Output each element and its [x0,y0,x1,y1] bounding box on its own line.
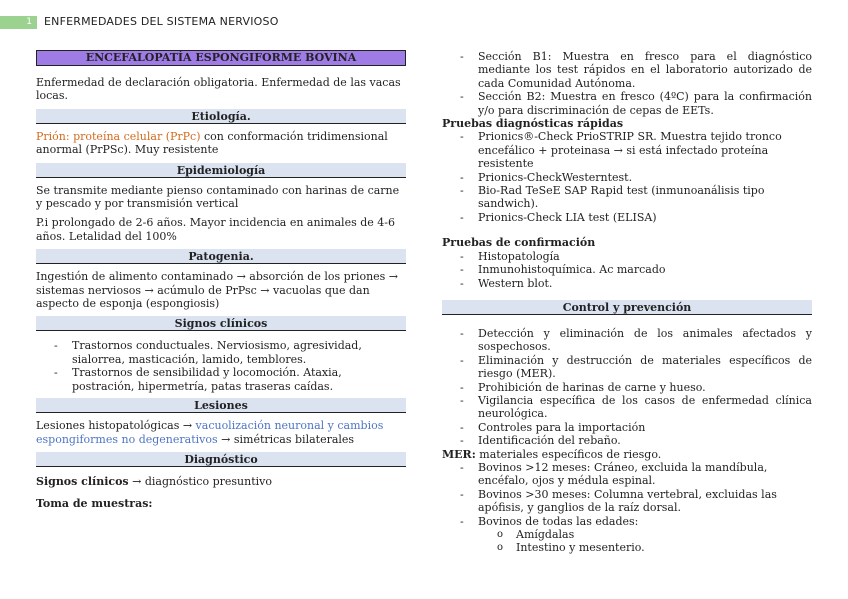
patogenia-text: Ingestión de alimento contaminado → absorción de los priones → sistemas nerviosos → acúmulo de PrPsc → vacuolas que dan aspecto de esponja (espongiosis) [36,270,399,311]
etiologia-text [36,130,406,157]
list-item: - Vigilancia específica de los casos de enfermedad clínica neurológica. [442,394,812,421]
epidemiologia-heading: Epidemiología [36,163,406,178]
list-item: - Trastornos conductuales. Nerviosismo, agresividad, sialorrea, masticación, lamido, temblores. [36,339,406,366]
page-header [0,14,848,30]
list-item: - Bovinos >12 meses: Cráneo, excluida la mandíbula, encéfalo, ojos y médula espinal. [442,461,812,488]
confirmacion-heading: Pruebas de confirmación [442,236,596,250]
page-title: ENFERMEDADES DEL SISTEMA NERVIOSO [44,15,279,28]
list-item: - Bovinos de todas las edades: [442,515,812,528]
list-item: - Sección B2: Muestra en fresco (4ºC) para la confirmación y/o para discriminación de cepas de EETs. [442,90,812,117]
signos-label: Signos clínicos [36,474,129,488]
rapidas-list [442,130,812,224]
list-item: - Trastornos de sensibilidad y locomoción. Ataxia, postración, hipermetría, patas traseras caídas. [36,366,406,393]
list-item: - Prohibición de harinas de carne y hueso. [442,381,812,394]
list-item: - Prionics®-Check PrioSTRIP SR. Muestra tejido tronco encefálico + proteinasa → si está infectado proteína resistente [442,130,812,170]
lesiones-post: → simétricas bilaterales [217,432,355,446]
diagnostico-heading: Diagnóstico [36,452,406,467]
list-item: - Identificación del rebaño. [442,434,812,447]
signos-heading: Signos clínicos [36,316,406,331]
lesiones-highlight: vacuolización neuronal y cambios espongiformes no degenerativos [36,419,384,446]
list-item: - Prionics-CheckWesterntest. [442,171,812,184]
list-item: - Bio-Rad TeSeE SAP Rapid test (inmunoanálisis tipo sandwich). [442,184,812,211]
main-title: ENCEFALOPATÍA ESPONGIFORME BOVINA [36,50,406,66]
etiologia-heading: Etiología. [36,109,406,124]
list-item: o Intestino y mesenterio. [442,541,812,554]
confirmacion-list [442,250,812,290]
toma-muestras: Toma de muestras: [36,497,153,511]
epidemiologia-p1: Se transmite mediante pienso contaminado con harinas de carne y pescado y por transmisión vertical [36,183,400,211]
epidemiologia-p2: P.i prolongado de 2-6 años. Mayor incidencia en animales de 4-6 años. Letalidad del 100% [36,216,395,243]
list-item: - Controles para la importación [442,421,812,434]
prion-highlight: Prión: proteína celular (PrPc) [36,129,201,143]
patogenia-heading: Patogenia. [36,249,406,264]
list-item: - Western blot. [442,277,812,290]
control-list [442,327,812,448]
mer-line [442,448,812,461]
list-item: - Bovinos >30 meses: Columna vertebral, excluidas las apófisis, y ganglios de la raíz dorsal. [442,488,812,515]
list-item: - Eliminación y destrucción de materiales específicos de riesgo (MER). [442,354,812,381]
list-item: - Sección B1: Muestra en fresco para el diagnóstico mediante los test rápidos en el laboratorio autorizado de cada Comunidad Autónoma. [442,50,812,90]
lesiones-text [36,419,406,446]
list-item: - Detección y eliminación de los animales afectados y sospechosos. [442,327,812,354]
rapidas-heading: Pruebas diagnósticas rápidas [442,117,624,131]
lesiones-heading: Lesiones [36,398,406,413]
etiologia-rest: con conformación tridimensional anormal (PrPSc). Muy resistente [36,129,388,157]
lesiones-pre: Lesiones histopatológicas → [36,419,196,433]
list-item: - Inmunohistoquímica. Ac marcado [442,263,812,276]
right-column [442,50,812,555]
mer-sublist [442,528,812,555]
mer-label: MER: [442,447,476,461]
secciones-list [442,50,812,117]
page-number: 1 [0,16,37,29]
list-item: - Prionics-Check LIA test (ELISA) [442,211,812,224]
signos-rest: → diagnóstico presuntivo [128,474,272,488]
list-item: o Amígdalas [442,528,812,541]
mer-list [442,461,812,528]
mer-text: materiales específicos de riesgo. [475,447,662,461]
list-item: - Histopatología [442,250,812,263]
diagnostico-signos [36,475,406,488]
signos-list [36,339,406,393]
control-heading: Control y prevención [442,300,812,315]
left-column [36,50,406,517]
intro-text: Enfermedad de declaración obligatoria. Enfermedad de las vacas locas. [36,76,401,103]
